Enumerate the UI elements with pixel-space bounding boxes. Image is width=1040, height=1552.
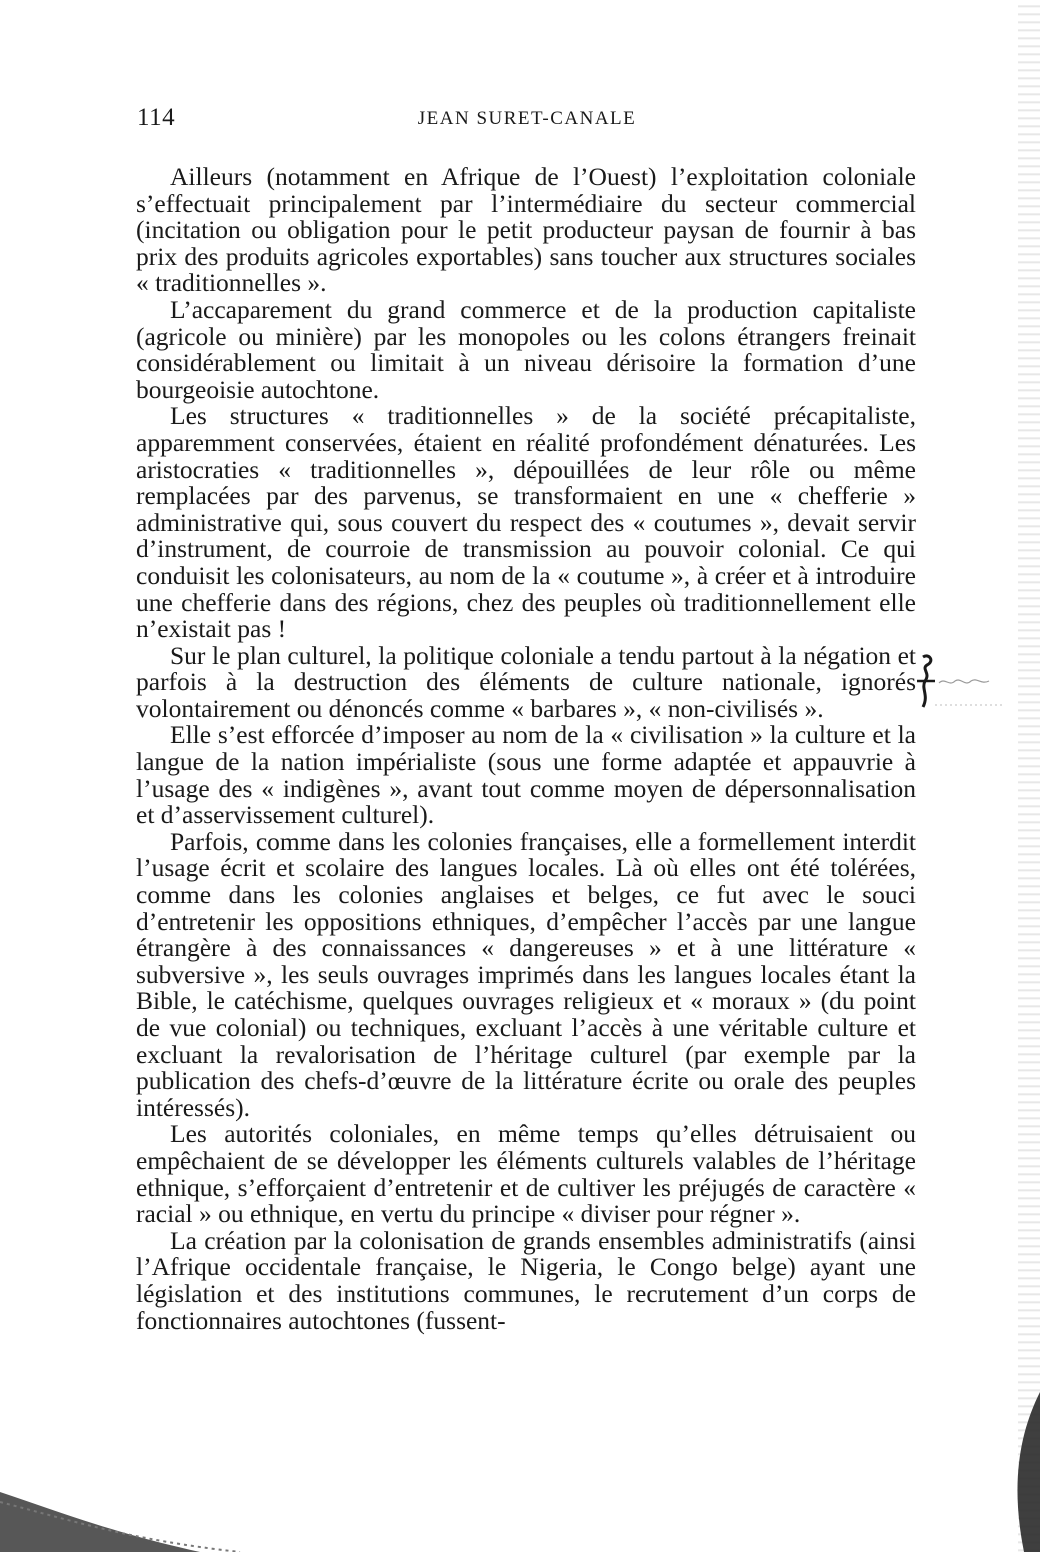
paragraph-5: Elle s’est efforcée d’imposer au nom de la « civilisation » la culture et la langue de la nation impérialiste (sous une forme adaptée et appauvrie à l’usage des « indigènes », avant tout comme moyen de dépersonnalisation et d’asservissement culturel). xyxy=(136,720,916,830)
paragraph-4: Sur le plan culturel, la politique coloniale a tendu partout à la négation et parfois à la destruction des éléments de culture nationale, ignorés volontairement ou dénoncés comme « barbares », « non-civilisés ». xyxy=(136,640,916,723)
page-header xyxy=(137,104,917,138)
paragraph-7: Les autorités coloniales, en même temps qu’elles détruisaient ou empêchaient de se développer les éléments culturels valables de l’héritage ethnique, s’efforçaient d’entretenir et de cultiver les préjugés de caractère « racial » ou ethnique, en vertu du principe « diviser pour régner ». xyxy=(136,1119,916,1229)
scan-corner-bottom-right xyxy=(980,1372,1040,1552)
handwritten-margin-mark-icon xyxy=(915,651,1005,721)
body-text xyxy=(136,164,916,1334)
paragraph-8: La création par la colonisation de grands ensembles administratifs (ainsi l’Afrique occidentale française, le Nigeria, le Congo belge) ayant une législation et des institutions communes, le recrutement d’un corps de fonctionnaires autochtones (fussent- xyxy=(136,1225,916,1335)
running-head: JEAN SURET-CANALE xyxy=(417,108,637,129)
paragraph-1: Ailleurs (notamment en Afrique de l’Ouest) l’exploitation coloniale s’effectuait principalement par l’intermédiaire du secteur commercial (incitation ou obligation pour le petit producteur paysan de fournir à bas prix des produits agricoles exportables) sans toucher aux structures sociales « traditionnelles ». xyxy=(136,162,916,298)
scan-edge-artifact xyxy=(1018,0,1040,1552)
paragraph-2: L’accaparement du grand commerce et de la production capitaliste (agricole ou minière) par les monopoles ou les colons étrangers freinait considérablement ou limitait à un niveau dérisoire la formation d’une bourgeoisie autochtone. xyxy=(136,294,916,404)
page-number: 114 xyxy=(137,104,176,131)
paragraph-3: Les structures « traditionnelles » de la société précapitaliste, apparemment conservées, étaient en réalité profondément dénaturées. Les aristocraties « traditionnelles », dépouillées de leur rôle ou même remplacées par des parvenus, se transformaient en une « chefferie » administrative qui, sous couvert du respect des « coutumes », devait servir d’instrument, de courroie de transmission au pouvoir colonial. Ce qui conduisit les colonisateurs, au nom de la « coutume », à créer et à introduire une chefferie dans des régions, chez des peuples où traditionnellement elle n’existait pas ! xyxy=(136,401,916,644)
paragraph-6: Parfois, comme dans les colonies françaises, elle a formellement interdit l’usage écrit et scolaire des langues locales. Là où elles ont été tolérées, comme dans les colonies anglaises et belges, ce fut avec le souci d’entretenir les oppositions ethniques, d’empêcher l’accès par une langue étrangère à des connaissances « dangereuses » et à une littérature « subversive », les seuls ouvrages imprimés dans les langues locales étant la Bible, le catéchisme, quelques ouvrages religieux et « moraux » (du point de vue colonial) ou techniques, excluant l’accès à une véritable culture et excluant la revalorisation de l’héritage culturel (par exemple par la publication des chefs-d’œuvre de la littérature écrite ou orale des peuples intéressés). xyxy=(136,826,916,1122)
scan-corner-bottom-left xyxy=(0,1462,260,1552)
